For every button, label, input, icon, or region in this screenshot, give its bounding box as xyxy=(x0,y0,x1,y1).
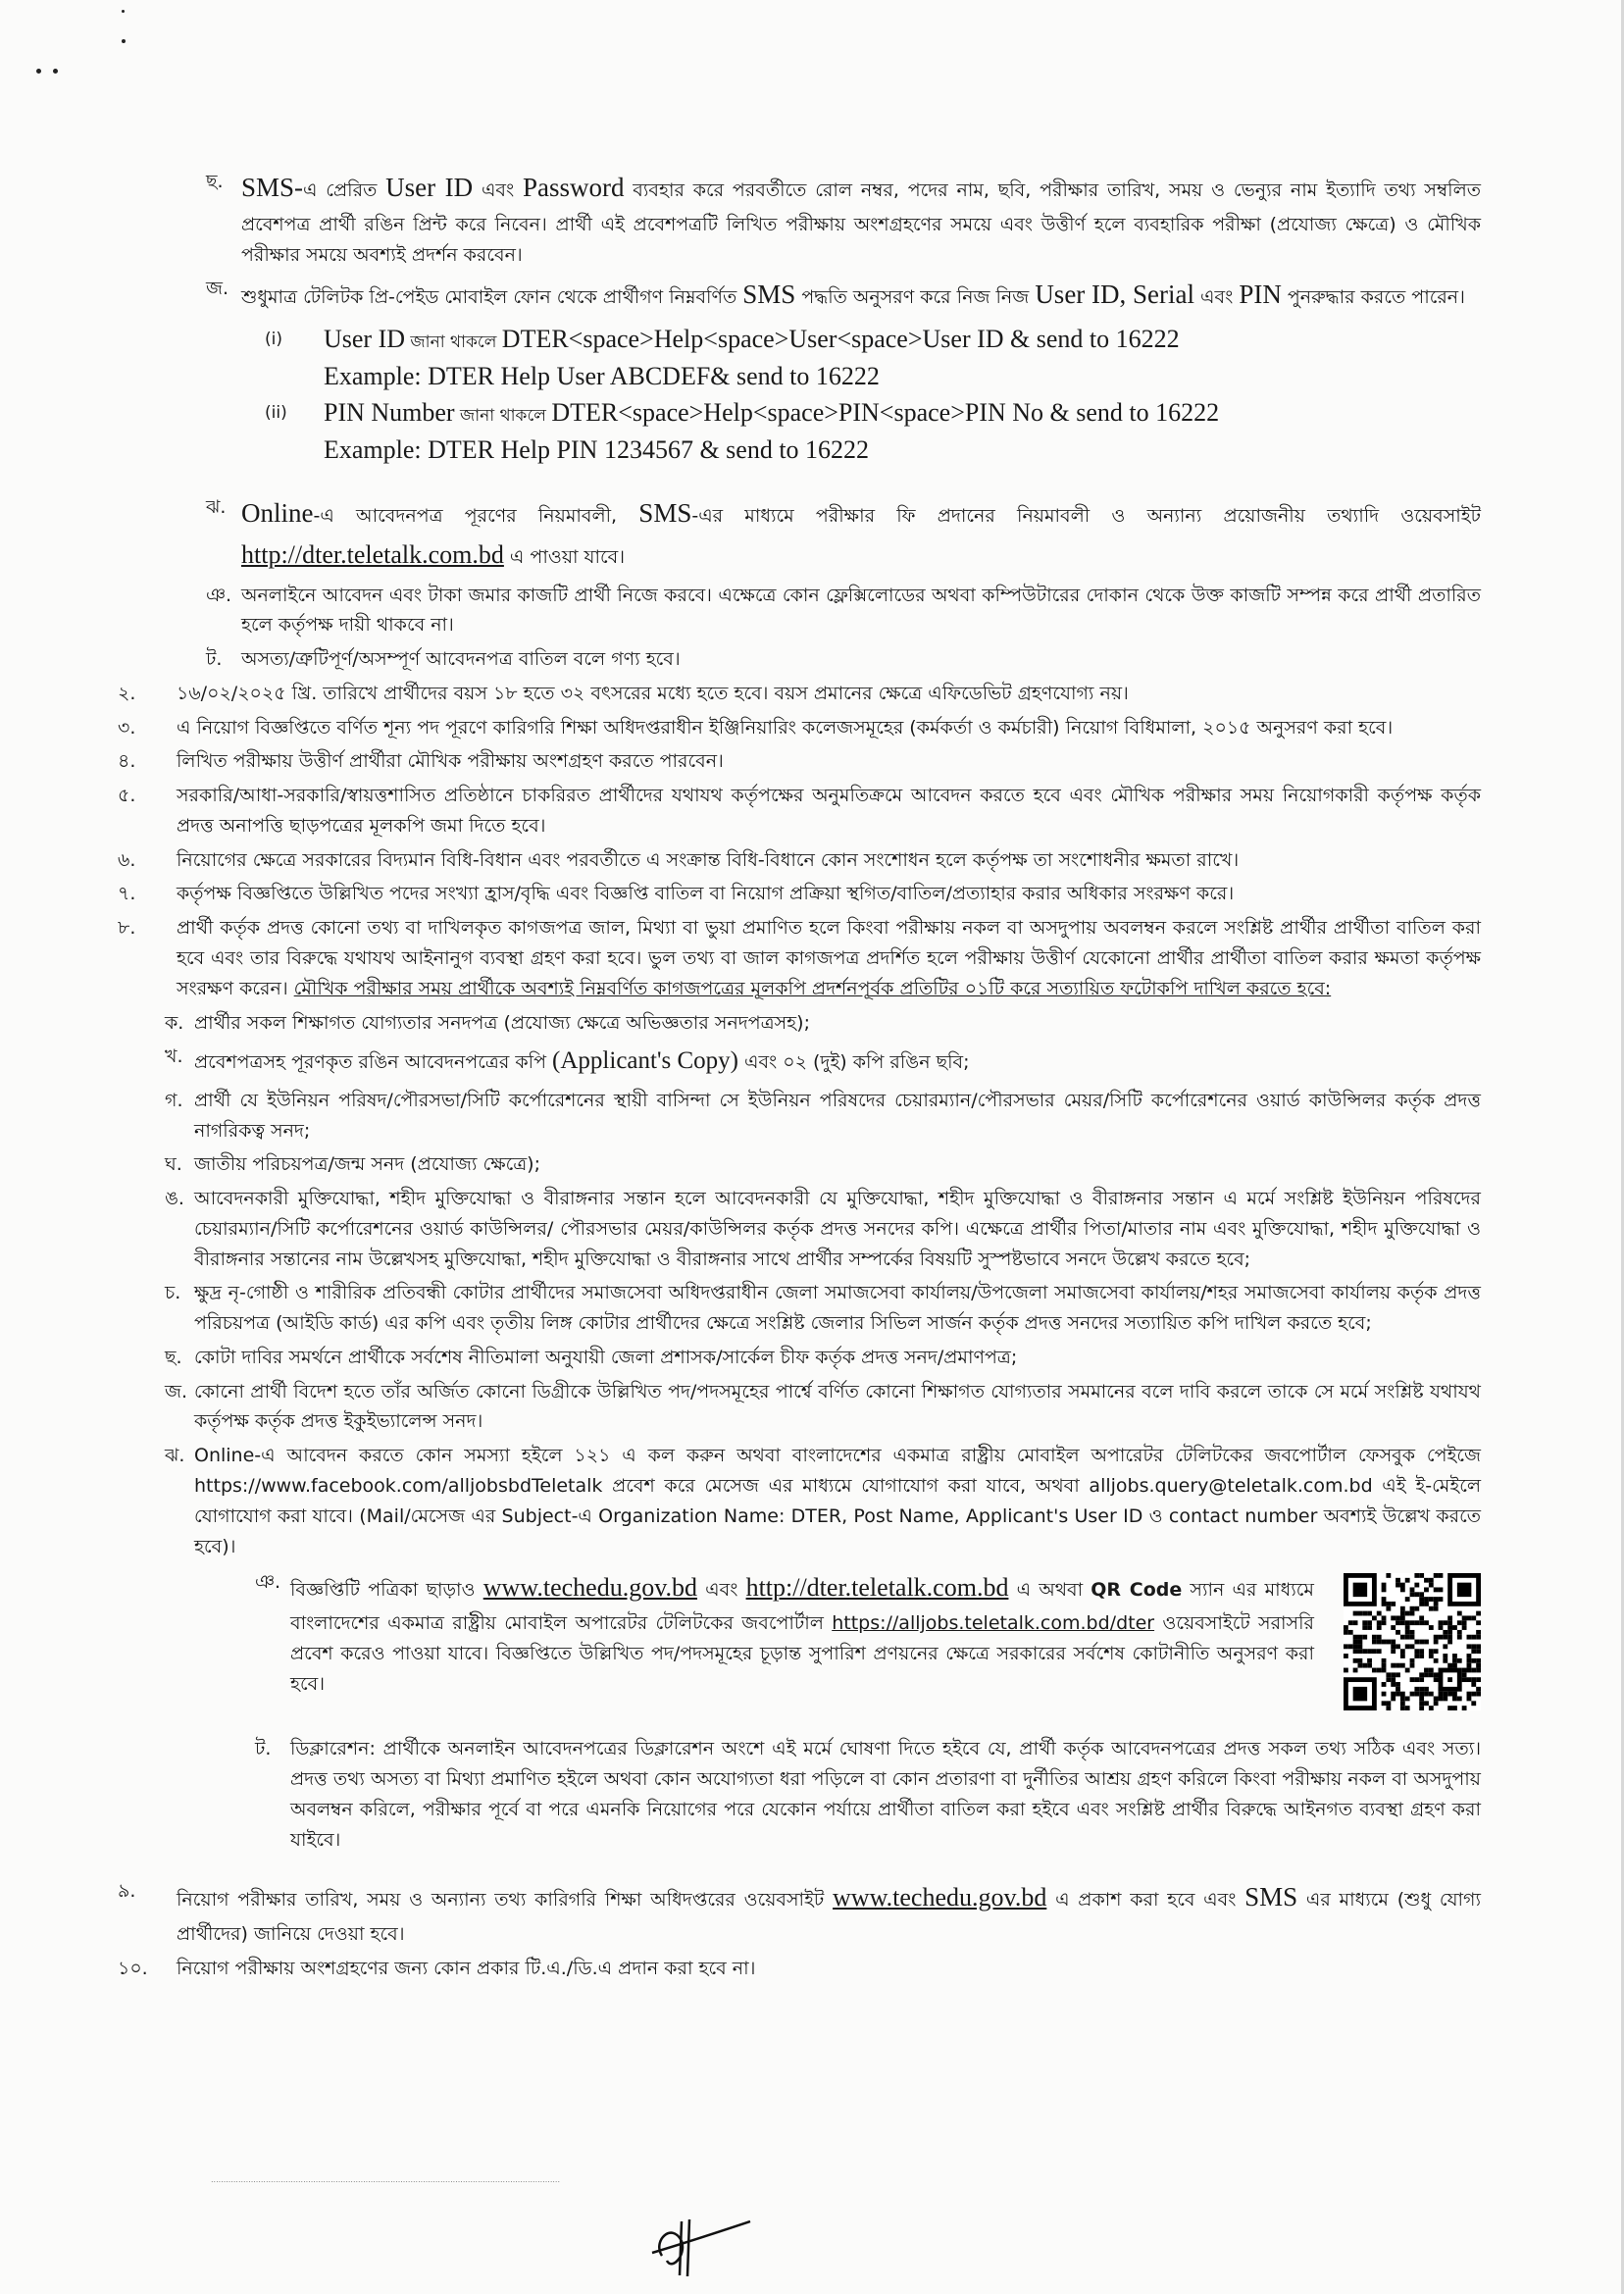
checklist-item xyxy=(165,1343,1481,1373)
text: জাতীয় পরিচয়পত্র/জন্ম সনদ (প্রযোজ্য ক্ষেত্রে); xyxy=(194,1153,540,1176)
scan-speck xyxy=(122,39,126,43)
sms-format: DTER<space>Help<space>User<space>User ID & send to 16222 xyxy=(501,325,1180,353)
text: কোটা দাবির সমর্থনে প্রার্থীকে সর্বশেষ নীতিমালা অনুযায়ী জেলা প্রশাসক/সার্কেল চীফ কর্তৃক প্রদত্ত সনদ/প্রমাণপত্র; xyxy=(194,1346,1018,1368)
text: জানা থাকলে xyxy=(454,406,552,427)
item-number: ৬. xyxy=(118,848,136,871)
item-marker: ট. xyxy=(206,648,223,671)
text: নিয়োগ পরীক্ষায় অংশগ্রহণের জন্য কোন প্রকার টি.এ./ডি.এ প্রদান করা হবে না। xyxy=(177,1957,756,1979)
text: লিখিত পরীক্ষায় উত্তীর্ণ প্রার্থীরা মৌখিক পরীক্ষায় অংশগ্রহণ করতে পারবেন। xyxy=(177,750,724,773)
item-ja xyxy=(206,274,1481,317)
checklist-item xyxy=(165,1149,1481,1180)
item-marker: ট. xyxy=(255,1738,272,1760)
text: এ প্রকাশ করা হবে এবং xyxy=(1046,1889,1245,1912)
sms-example: Example: DTER Help PIN 1234567 & send to 16222 xyxy=(324,435,870,465)
numbered-item xyxy=(118,781,1481,841)
text: আবেদনকারী মুক্তিযোদ্ধা, শহীদ মুক্তিযোদ্ধা ও বীরাঙ্গনার সন্তান হলে আবেদনকারী যে মুক্তিযোদ্ধা, শহীদ মুক্তিযোদ্ধা ও বীরাঙ্গনার সন্তান এ মর্মে সংশ্লিষ্ট ইউনিয়ন পরিষদের চেয়ারম্যান/সিটি কর্পোরেশনের ওয়ার্ড কাউন্সিলর/ পৌরসভার মেয়র/কাউন্সিলর কর্তৃক প্রদত্ত সনদের কপি। এক্ষেত্রে প্রার্থীর পিতা/মাতার নাম এবং মুক্তিযোদ্ধা, শহীদ মুক্তিযোদ্ধা ও বীরাঙ্গনার সন্তানের নাম উল্লেখসহ মুক্তিযোদ্ধা, শহীদ মুক্তিযোদ্ধা ও বীরাঙ্গনার সাথে প্রার্থীর সম্পর্কের বিষয়টি সুস্পষ্টভাবে সনদে উল্লেখ করতে হবে; xyxy=(194,1188,1481,1270)
pin-term: PIN xyxy=(1239,280,1282,310)
item-marker: ঞ. xyxy=(206,584,232,606)
text: এ নিয়োগ বিজ্ঞপ্তিতে বর্ণিত শূন্য পদ পূরণে কারিগরি শিক্ষা অধিদপ্তরাধীন ইঞ্জিনিয়ারিং কলেজসমূহের (কর্মকর্তা ও কর্মচারী) নিয়োগ বিধিমালা, ২০১৫ অনুসরণ করা হবে। xyxy=(177,716,1394,739)
text: ওয়েবসাইটে সরাসরি প্রবেশ করেও পাওয়া যাবে। বিজ্ঞপ্তিতে উল্লিখিত পদ/পদসমূহের চূড়ান্ত সুপারিশ প্রণয়নের ক্ষেত্রে সরকারের সর্বশেষ কোটানীতি অনুসরণ করা হবে। xyxy=(290,1612,1314,1695)
text: এ অথবা xyxy=(1008,1579,1091,1602)
text: (Applicant's Copy) xyxy=(552,1047,738,1075)
text: স্যান এর মাধ্যমে বাংলাদেশের একমাত্র রাষ্ট্রীয় মোবাইল অপারেটর টেলিটকের জবপোর্টাল xyxy=(290,1579,1314,1635)
alljobs-link[interactable]: https://alljobs.teletalk.com.bd/dter xyxy=(832,1612,1155,1635)
numbered-item-10 xyxy=(118,1954,1481,1984)
qr-code-icon xyxy=(1344,1573,1481,1710)
qr-code-label: QR Code xyxy=(1091,1579,1183,1602)
item-chha xyxy=(206,167,1481,270)
roman-marker: (i) xyxy=(265,330,282,349)
notice-body xyxy=(118,167,1481,1988)
sms-format: DTER<space>Help<space>PIN<space>PIN No & send to 16222 xyxy=(551,398,1220,428)
text: এ প্রেরিত xyxy=(303,179,386,201)
text: প্রবেশপত্রসহ পূরণকৃত রঙিন আবেদনপত্রের কপি xyxy=(194,1051,553,1074)
numbered-item-8 xyxy=(118,913,1481,1003)
declaration xyxy=(255,1734,1481,1855)
text: এবং xyxy=(697,1579,746,1602)
text: শুধুমাত্র টেলিটক প্রি-পেইড মোবাইল ফোন থেকে প্রার্থীগণ নিম্নবর্ণিত xyxy=(241,286,743,309)
numbered-item-9 xyxy=(118,1876,1481,1950)
techedu-link[interactable]: www.techedu.gov.bd xyxy=(482,1573,698,1603)
text: সরকারি/আধা-সরকারি/স্বায়ত্তশাসিত প্রতিষ্ঠানে চাকরিরত প্রার্থীদের যথাযথ কর্তৃপক্ষের অনুমতিক্রমে আবেদন করতে হবে এবং মৌখিক পরীক্ষার সময় নিয়োগকারী কর্তৃপক্ষ কর্তৃক প্রদত্ত অনাপত্তি ছাড়পত্রের মূলকপি জমা দিতে হবে। xyxy=(177,785,1481,837)
qr-code-image[interactable] xyxy=(1344,1573,1481,1710)
website-qr-section xyxy=(255,1567,1481,1710)
checklist-item xyxy=(165,1086,1481,1147)
text: SMS xyxy=(638,497,692,528)
dter-teletalk-link[interactable]: http://dter.teletalk.com.bd xyxy=(241,540,504,570)
password-term: Password xyxy=(522,173,625,202)
item-number: ৪. xyxy=(118,750,136,773)
text: ব্যবহার করে পরবর্তীতে রোল নম্বর, পদের নাম, ছবি, পরীক্ষার তারিখ, সময় ও ভেন্যুর নাম ইত্যাদি তথ্য সম্বলিত প্রবেশপত্র প্রার্থী রঙিন প্রিন্ট করে নিবেন। প্রার্থী এই প্রবেশপত্রটি লিখিত পরীক্ষায় অংশগ্রহণের সময়ে এবং উত্তীর্ণ হলে ব্যবহারিক পরীক্ষা (প্রযোজ্য ক্ষেত্রে) ও মৌখিক পরীক্ষার সময়ে অবশ্যই প্রদর্শন করবেন। xyxy=(241,179,1481,266)
text: ক্ষুদ্র নৃ-গোষ্ঠী ও শারীরিক প্রতিবন্ধী কোটার প্রার্থীদের সমাজসেবা অধিদপ্তরাধীন জেলা সমাজসেবা কার্যালয়/উপজেলা সমাজসেবা কার্যালয়/শহর সমাজসেবা কার্যালয় কর্তৃক প্রদত্ত পরিচয়পত্র (আইডি কার্ড) এর কপি এবং তৃতীয় লিঙ্গ কোটার প্রার্থীদের ক্ষেত্রে সংশ্লিষ্ট জেলার সিভিল সার্জন কর্তৃক প্রদত্ত সনদের সত্যায়িত কপি দাখিল করতে হবে; xyxy=(194,1282,1481,1335)
numbered-list-end xyxy=(118,1876,1481,1983)
checklist-item xyxy=(165,1184,1481,1274)
sms-term: SMS- xyxy=(241,173,304,202)
item-marker: চ. xyxy=(165,1282,181,1304)
roman-marker: (ii) xyxy=(265,403,287,424)
item-marker: ঘ. xyxy=(165,1153,182,1176)
text: জানা থাকলে xyxy=(405,332,502,352)
text: -এ আবেদনপত্র পূরণের নিয়মাবলী, xyxy=(313,504,639,527)
text: নিয়োগ পরীক্ষার তারিখ, সময় ও অন্যান্য তথ্য কারিগরি শিক্ষা অধিদপ্তরের ওয়েবসাইট xyxy=(177,1889,834,1912)
text: User ID xyxy=(324,325,406,353)
sms-example: Example: DTER Help User ABCDEF& send to 16222 xyxy=(324,361,880,390)
text: অসত্য/ত্রুটিপূর্ণ/অসম্পূর্ণ আবেদনপত্র বাতিল বলে গণ্য হবে। xyxy=(241,648,681,671)
text: কর্তৃপক্ষ বিজ্ঞপ্তিতে উল্লিখিত পদের সংখ্যা হ্রাস/বৃদ্ধি এবং বিজ্ঞপ্তি বাতিল বা নিয়োগ প্রক্রিয়া স্থগিত/বাতিল/প্রত্যাহার করার অধিকার সংরক্ষণ করে। xyxy=(177,883,1235,905)
item-marker: ঝ. xyxy=(206,495,227,518)
item-ta xyxy=(206,644,1481,675)
text: এর মাধ্যমে (শুধু যোগ্য প্রার্থীদের) জানিয়ে দেওয়া হবে। xyxy=(177,1889,1481,1946)
checklist-item xyxy=(165,1377,1481,1438)
text: এ পাওয়া যাবে। xyxy=(503,546,626,569)
text: PIN Number xyxy=(324,398,455,428)
text: SMS xyxy=(1244,1882,1298,1912)
text: প্রার্থীর সকল শিক্ষাগত যোগ্যতার সনদপত্র (প্রযোজ্য ক্ষেত্রে অভিজ্ঞতার সনদপত্রসহ); xyxy=(194,1011,810,1034)
item-number: ২. xyxy=(118,682,136,704)
sms-instruction-1 xyxy=(265,321,1481,394)
item-marker: গ. xyxy=(165,1089,183,1111)
user-id-term: User ID xyxy=(385,173,474,202)
text: কোনো প্রার্থী বিদেশ হতে তাঁর অর্জিত কোনো ডিগ্রীকে উল্লিখিত পদ/পদসমূহের পার্শ্বে বর্ণিত কোনো শিক্ষাগত যোগ্যতার সমমানের বলে দাবি করলে তাকে সে মর্মে সংশ্লিষ্ট যথাযথ কর্তৃপক্ষ কর্তৃক প্রদত্ত ইকুইভ্যালেন্স সনদ। xyxy=(194,1380,1481,1433)
text: নিয়োগের ক্ষেত্রে সরকারের বিদ্যমান বিধি-বিধান এবং পরবর্তীতে এ সংক্রান্ত বিধি-বিধানে কোন সংশোধন হলে কর্তৃপক্ষ তা সংশোধনীর ক্ষমতা রাখে। xyxy=(177,848,1240,871)
item-jha xyxy=(206,492,1481,577)
item-number: ৫. xyxy=(118,785,136,807)
text: -এর মাধ্যমে পরীক্ষার ফি প্রদানের নিয়মাবলী ও অন্যান্য প্রয়োজনীয় তথ্যাদি ওয়েবসাইট xyxy=(691,504,1481,527)
text: প্রার্থী যে ইউনিয়ন পরিষদ/পৌরসভা/সিটি কর্পোরেশনের স্থায়ী বাসিন্দা সে ইউনিয়ন পরিষদের চেয়ারম্যান/পৌরসভার মেয়র/সিটি কর্পোরেশনের ওয়ার্ড কাউন্সিলর কর্তৃক প্রদত্ত নাগরিকত্ব সনদ; xyxy=(194,1089,1481,1142)
item-marker: ঝ. xyxy=(165,1445,185,1467)
sms-instruction-2 xyxy=(265,394,1481,468)
underlined-requirement: মৌখিক পরীক্ষার সময় প্রার্থীকে অবশ্যই নিম্নবর্ণিত কাগজপত্রের মূলকপি প্রদর্শনপূর্বক প্রতিটির ০১টি করে সত্যায়িত ফটোকপি দাখিল করতে হবে: xyxy=(293,977,1332,999)
text: প্রার্থী কর্তৃক প্রদত্ত কোনো তথ্য বা দাখিলকৃত কাগজপত্র জাল, মিথ্যা বা ভুয়া প্রমাণিত হলে কিংবা পরীক্ষায় নকল বা অসদুপায় অবলম্বন করলে সংশ্লিষ্ট প্রার্থীর প্রার্থীতা বাতিল করা হবে এবং তার বিরুদ্ধে যথাযথ আইনানুগ ব্যবস্থা গ্রহণ করা হবে। ভুল তথ্য বা জাল কাগজপত্র প্রদর্শিত হলে পরীক্ষায় উত্তীর্ণ যেকোনো প্রার্থীর প্রার্থীতা বাতিল করার ক্ষমতা কর্তৃপক্ষ সংরক্ষণ করেন। xyxy=(177,917,1481,999)
checklist-item xyxy=(165,1441,1481,1561)
item-number: ১০. xyxy=(118,1957,148,1979)
footer-file-path: ............................................................................................................................................ xyxy=(211,2175,561,2184)
text: Online xyxy=(241,497,314,528)
text: এবং xyxy=(473,179,523,201)
item-marker: ছ. xyxy=(165,1346,182,1368)
checklist-item xyxy=(165,1042,1481,1082)
item-marker: জ. xyxy=(165,1380,188,1402)
item-number: ৯. xyxy=(118,1880,136,1903)
text: পদ্ধতি অনুসরণ করে নিজ নিজ xyxy=(795,286,1036,309)
scan-speck xyxy=(53,69,58,74)
item-marker: ঙ. xyxy=(165,1188,184,1210)
numbered-item xyxy=(118,679,1481,709)
text: এবং ০২ (দুই) কপি রঙিন ছবি; xyxy=(737,1051,970,1074)
numbered-item xyxy=(118,879,1481,909)
item-marker: ছ. xyxy=(206,171,224,192)
checklist-item xyxy=(165,1008,1481,1039)
numbered-list xyxy=(118,679,1481,1004)
sms-term: SMS xyxy=(742,280,796,310)
text: পুনরুদ্ধার করতে পারেন। xyxy=(1281,286,1465,309)
text: Online-এ আবেদন করতে কোন সমস্যা হইলে ১২১ এ কল করুন অথবা বাংলাদেশের একমাত্র রাষ্ট্রীয় মোবাইল অপারেটর টেলিটকের জবপোর্টাল ফেসবুক পেইজে https://www.facebook.com/alljobsbdTeletalk প্রবেশ করে মেসেজ এর মাধ্যমে যোগাযোগ করা যাবে, অথবা alljobs.query@teletalk.com.bd এই ই-মেইলে যোগাযোগ করা যাবে। (Mail/মেসেজ এর Subject-এ Organization Name: DTER, Post Name, Applicant's User ID ও contact number অবশ্যই উল্লেখ করতে হবে)। xyxy=(194,1445,1481,1557)
numbered-item xyxy=(118,746,1481,777)
dter-teletalk-link[interactable]: http://dter.teletalk.com.bd xyxy=(745,1573,1009,1603)
checklist-item xyxy=(165,1278,1481,1339)
item-number: ৮. xyxy=(118,917,136,940)
numbered-item xyxy=(118,713,1481,743)
scan-speck xyxy=(122,10,125,13)
signature-mark xyxy=(642,2202,760,2280)
scan-speck xyxy=(36,69,41,74)
text: ১৬/০২/২০২৫ খ্রি. তারিখে প্রার্থীদের বয়স ১৮ হতে ৩২ বৎসরের মধ্যে হতে হবে। বয়স প্রমানের ক্ষেত্রে এফিডেভিট গ্রহণযোগ্য নয়। xyxy=(177,682,1129,704)
item-number: ৭. xyxy=(118,883,136,905)
text: এবং xyxy=(1194,286,1240,309)
item-marker: খ. xyxy=(165,1045,183,1068)
text: ডিক্লারেশন: প্রার্থীকে অনলাইন আবেদনপত্রের ডিক্লারেশন অংশে এই মর্মে ঘোষণা দিতে হইবে যে, প্রার্থী কর্তৃক আবেদনপত্রের প্রদত্ত সকল তথ্য সঠিক এবং সত্য। প্রদত্ত তথ্য অসত্য বা মিথ্যা প্রমাণিত হইলে অথবা কোন অযোগ্যতা ধরা পড়িলে বা কোন প্রতারণা বা দুর্নীতির আশ্রয় গ্রহণ করিলে কিংবা পরীক্ষায় নকল বা অসদুপায় অবলম্বন করিলে, পরীক্ষার পূর্বে বা পরে এমনকি নিয়োগের পরে যেকোন পর্যায়ে প্রার্থীতা বাতিল করা হইবে এবং সংশ্লিষ্ট প্রার্থীর বিরুদ্ধে আইনগত ব্যবস্থা গ্রহণ করা যাইবে। xyxy=(290,1738,1481,1851)
item-number: ৩. xyxy=(118,716,136,739)
item-nya xyxy=(206,581,1481,641)
techedu-link[interactable]: www.techedu.gov.bd xyxy=(833,1883,1047,1912)
user-id-term: User ID, Serial xyxy=(1035,280,1195,310)
numbered-item xyxy=(118,845,1481,876)
item-marker: ঞ. xyxy=(255,1571,281,1594)
item-marker: ক. xyxy=(165,1011,184,1034)
text: বিজ্ঞপ্তিটি পত্রিকা ছাড়াও xyxy=(290,1579,483,1602)
document-checklist xyxy=(165,1008,1481,1562)
text: অনলাইনে আবেদন এবং টাকা জমার কাজটি প্রার্থী নিজে করবে। এক্ষেত্রে কোন ফ্লেক্সিলোডের অথবা কম্পিউটারের দোকান থেকে উক্ত কাজটি সম্পন্ন করে প্রার্থী প্রতারিত হলে কর্তৃপক্ষ দায়ী থাকবে না। xyxy=(241,584,1481,637)
item-marker: জ. xyxy=(206,278,229,300)
